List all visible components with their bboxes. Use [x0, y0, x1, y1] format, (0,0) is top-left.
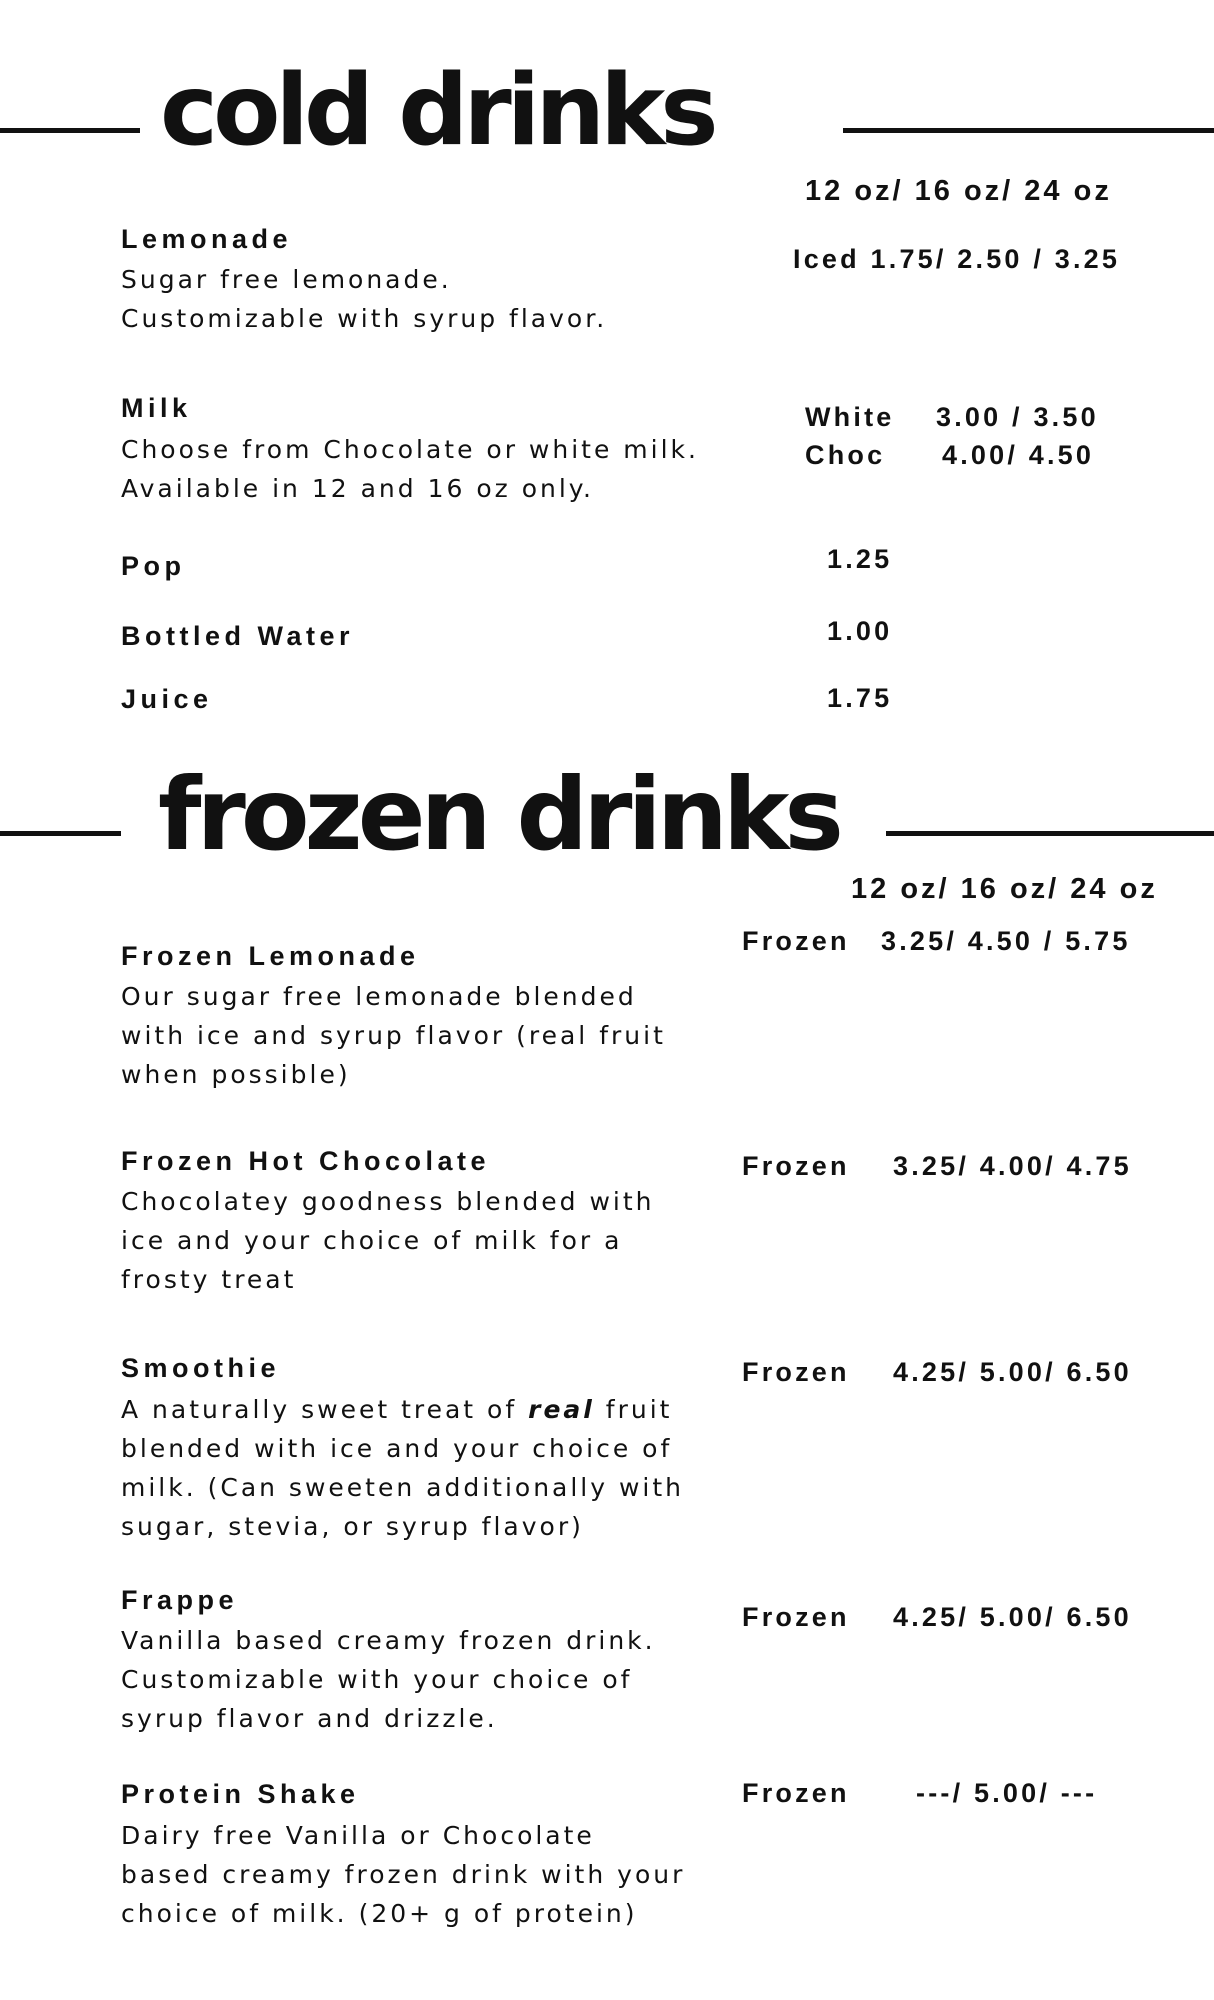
description-line: Customizable with syrup flavor.	[121, 304, 608, 333]
description-line: ice and your choice of milk for a	[121, 1226, 623, 1255]
frozen-right-rule	[886, 831, 1214, 836]
milk-description	[121, 430, 699, 508]
frozen-left-rule	[0, 831, 121, 836]
description-line: Dairy free Vanilla or Chocolate	[121, 1821, 595, 1850]
protein-shake-name: Protein Shake	[121, 1779, 360, 1809]
cold-right-rule	[843, 128, 1214, 133]
description-line: Choose from Chocolate or white milk.	[121, 435, 699, 464]
frozen-size-header: 12 oz/ 16 oz/ 24 oz	[851, 873, 1158, 905]
smoothie-price-label: Frozen	[742, 1357, 850, 1387]
smoothie-price: 4.25/ 5.00/ 6.50	[893, 1357, 1132, 1387]
cold-left-rule	[0, 128, 140, 133]
protein-shake-price-label: Frozen	[742, 1778, 850, 1808]
frozen-drinks-heading: frozen drinks	[158, 756, 839, 873]
milk-white-price: 3.00 / 3.50	[936, 402, 1099, 432]
frozen-hot-chocolate-description	[121, 1182, 655, 1299]
frozen-lemonade-description	[121, 977, 666, 1094]
smoothie-description	[121, 1390, 684, 1546]
bottled-water-price: 1.00	[827, 616, 893, 646]
milk-name: Milk	[121, 393, 192, 423]
pop-name: Pop	[121, 551, 186, 581]
lemonade-description	[121, 260, 607, 338]
description-text: fruit	[594, 1395, 673, 1424]
smoothie-name: Smoothie	[121, 1353, 281, 1383]
emphasis-real: real	[528, 1395, 595, 1424]
milk-white-label: White	[805, 402, 895, 432]
milk-choc-price: 4.00/ 4.50	[942, 440, 1095, 470]
frozen-lemonade-price: 3.25/ 4.50 / 5.75	[881, 926, 1131, 956]
protein-shake-description	[121, 1816, 685, 1933]
lemonade-price: Iced 1.75/ 2.50 / 3.25	[793, 244, 1121, 274]
description-text: A naturally sweet treat of	[121, 1395, 529, 1424]
description-line: when possible)	[121, 1060, 351, 1089]
frappe-description	[121, 1621, 656, 1738]
description-line	[121, 1390, 684, 1429]
description-line: syrup flavor and drizzle.	[121, 1704, 498, 1733]
frozen-lemonade-price-label: Frozen	[742, 926, 850, 956]
frappe-name: Frappe	[121, 1585, 239, 1615]
juice-name: Juice	[121, 684, 213, 714]
bottled-water-name: Bottled Water	[121, 621, 354, 651]
frozen-hot-chocolate-price: 3.25/ 4.00/ 4.75	[893, 1151, 1132, 1181]
description-line: Chocolatey goodness blended with	[121, 1187, 655, 1216]
cold-size-header: 12 oz/ 16 oz/ 24 oz	[805, 175, 1112, 207]
frozen-hot-chocolate-name: Frozen Hot Chocolate	[121, 1146, 491, 1176]
description-line: with ice and syrup flavor (real fruit	[121, 1021, 666, 1050]
cold-drinks-heading: cold drinks	[160, 54, 714, 168]
milk-choc-label: Choc	[805, 440, 886, 470]
frozen-lemonade-name: Frozen Lemonade	[121, 941, 420, 971]
description-line: Sugar free lemonade.	[121, 265, 452, 294]
description-line: based creamy frozen drink with your	[121, 1860, 686, 1889]
description-line: blended with ice and your choice of	[121, 1434, 673, 1463]
description-line: Vanilla based creamy frozen drink.	[121, 1626, 656, 1655]
protein-shake-price: ---/ 5.00/ ---	[916, 1778, 1098, 1808]
description-line: Available in 12 and 16 oz only.	[121, 474, 594, 503]
pop-price: 1.25	[827, 544, 893, 574]
description-line: Our sugar free lemonade blended	[121, 982, 637, 1011]
description-line: sugar, stevia, or syrup flavor)	[121, 1512, 584, 1541]
description-line: frosty treat	[121, 1265, 297, 1294]
juice-price: 1.75	[827, 683, 893, 713]
frozen-hot-chocolate-price-label: Frozen	[742, 1151, 850, 1181]
description-line: Customizable with your choice of	[121, 1665, 633, 1694]
lemonade-name: Lemonade	[121, 224, 293, 254]
description-line: milk. (Can sweeten additionally with	[121, 1473, 685, 1502]
description-line: choice of milk. (20+ g of protein)	[121, 1899, 638, 1928]
frappe-price-label: Frozen	[742, 1602, 850, 1632]
frappe-price: 4.25/ 5.00/ 6.50	[893, 1602, 1132, 1632]
